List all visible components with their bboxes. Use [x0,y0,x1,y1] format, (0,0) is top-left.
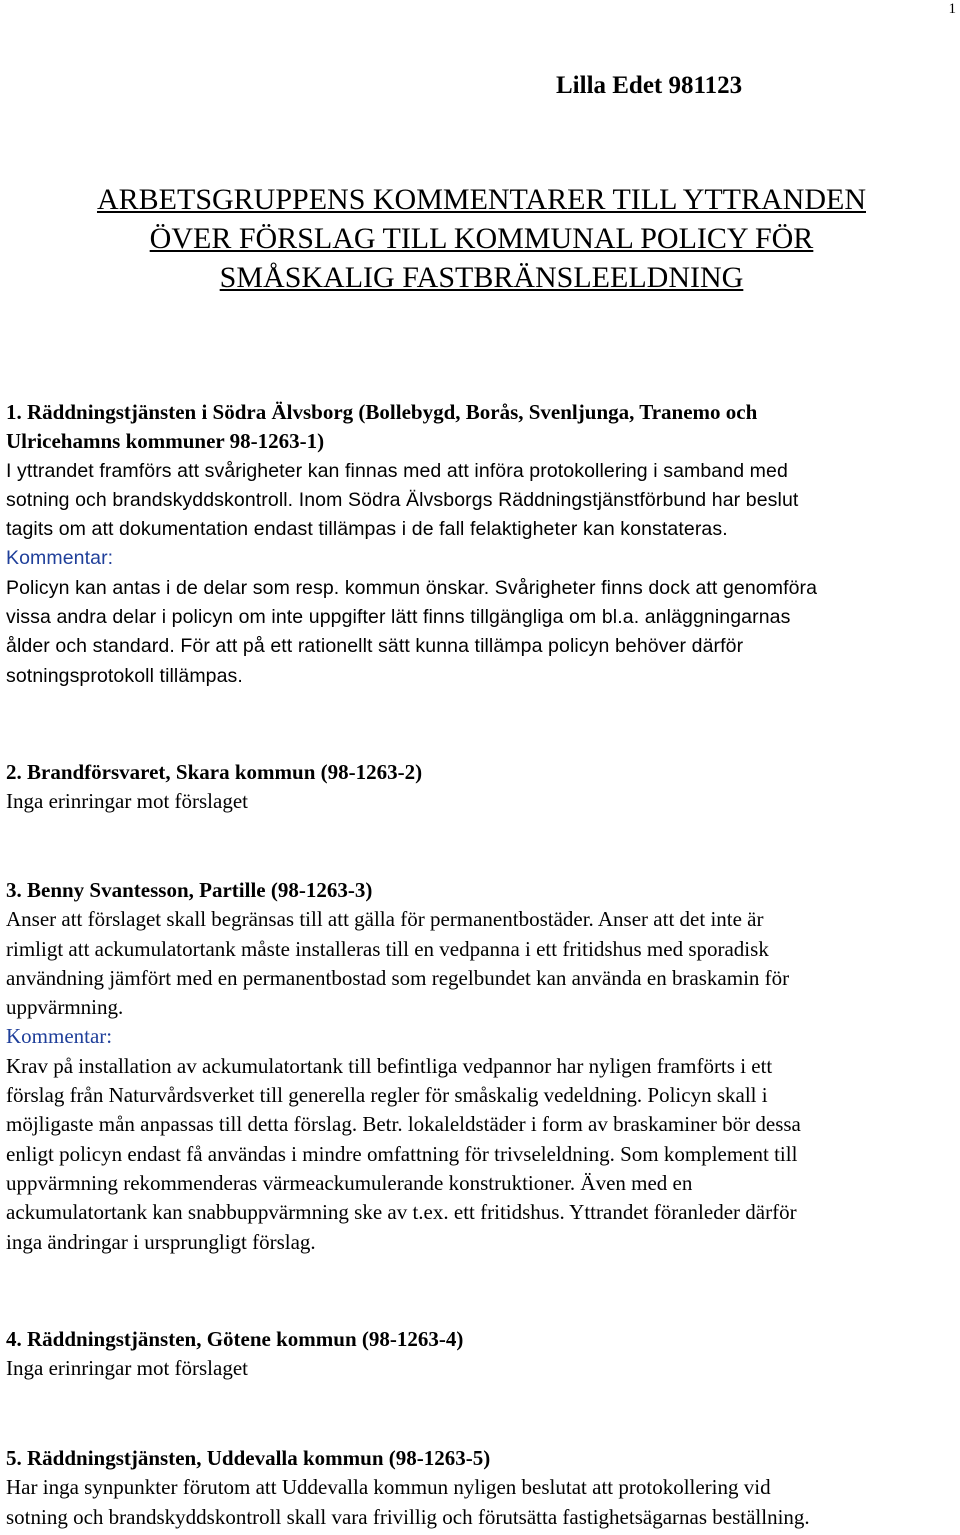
section-3-statement: rimligt att ackumulatortank måste installeras till en vedpanna i ett fritidshus med sporadisk [6,936,769,961]
place-date: Lilla Edet 981123 [556,72,743,99]
section-3-heading: 3. Benny Svantesson, Partille (98-1263-3) [6,878,373,902]
section-3-statement: uppvärmning. [6,995,124,1020]
title-line: SMÅSKALIG FASTBRÄNSLEELDNING [219,261,744,294]
section-3-comment: Krav på installation av ackumulatortank till befintliga vedpannor har nyligen framförts i ett [6,1053,773,1078]
section-4-heading: 4. Räddningstjänsten, Götene kommun (98-1263-4) [6,1327,464,1351]
section-1-statement: tagits om att dokumentation endast tillämpas i de fall felaktigheter kan konstateras. [6,518,728,541]
title-line: ÖVER FÖRSLAG TILL KOMMUNAL POLICY FÖR [149,222,814,255]
section-1-heading: Ulricehamns kommuner 98-1263-1) [6,429,325,454]
document-title [0,180,960,297]
section-1-statement: I yttrandet framförs att svårigheter kan finnas med att införa protokollering i samband med [6,459,788,482]
section-3-comment: förslag från Naturvårdsverket till generella regler för småskalig vedeldning. Policyn skall i [6,1083,768,1108]
section-5 [6,1444,960,1532]
section-3-comment: ackumulatortank kan snabbuppvärmning ske av t.ex. ett fritidshus. Yttrandet föranleder därför [6,1200,797,1225]
section-3-comment: inga ändringar i ursprungligt förslag. [6,1229,316,1254]
section-3-comment-label: Kommentar: [6,1024,113,1049]
title-line: ARBETSGRUPPENS KOMMENTARER TILL YTTRANDEN [96,183,866,216]
section-1-comment: Policyn kan antas i de delar som resp. kommun önskar. Svårigheter finns dock att genomföra [6,576,818,599]
section-1-comment: sotningsprotokoll tillämpas. [6,664,243,687]
section-5-text: Har inga synpunkter förutom att Uddevalla kommun nyligen beslutat att protokollering vid [6,1475,771,1500]
section-5-text: sotning och brandskyddskontroll skall vara frivillig och förutsätta fastighetsägarnas beställning. [6,1504,810,1529]
section-1-comment-label: Kommentar: [6,547,114,570]
section-1-heading: 1. Räddningstjänsten i Södra Älvsborg (Bollebygd, Borås, Svenljunga, Tranemo och [6,400,758,424]
section-4-text: Inga erinringar mot förslaget [6,1356,248,1381]
section-1 [6,398,960,691]
section-3 [6,876,960,1257]
section-5-heading: 5. Räddningstjänsten, Uddevalla kommun (98-1263-5) [6,1446,491,1470]
section-1-statement: sotning och brandskyddskontroll. Inom Södra Älvsborgs Räddningstjänstförbund har beslut [6,488,799,511]
section-3-comment: enligt policyn endast få användas i mindre omfattning för trivseleldning. Som komplement till [6,1141,798,1166]
section-2-heading: 2. Brandförsvaret, Skara kommun (98-1263-2) [6,760,423,784]
section-3-comment: möjligaste mån anpassas till detta förslag. Betr. lokaleldstäder i form av braskaminer bör dessa [6,1112,801,1137]
section-1-comment: vissa andra delar i policyn om inte uppgifter lätt finns tillgängliga om bl.a. anläggningarnas [6,606,791,629]
section-3-statement: Anser att förslaget skall begränsas till att gälla för permanentbostäder. Anser att det inte är [6,907,764,932]
section-2-text: Inga erinringar mot förslaget [6,789,248,814]
section-2 [6,758,960,817]
page-number: 1 [948,1,956,17]
section-3-statement: användning jämfört med en permanentbostad som regelbundet kan använda en braskamin för [6,965,790,990]
section-4 [6,1325,960,1384]
section-3-comment: uppvärmning rekommenderas värmeackumulerande konstruktioner. Även med en [6,1170,693,1195]
section-1-comment: ålder och standard. För att på ett rationellt sätt kunna tillämpa policyn behöver därför [6,635,744,658]
